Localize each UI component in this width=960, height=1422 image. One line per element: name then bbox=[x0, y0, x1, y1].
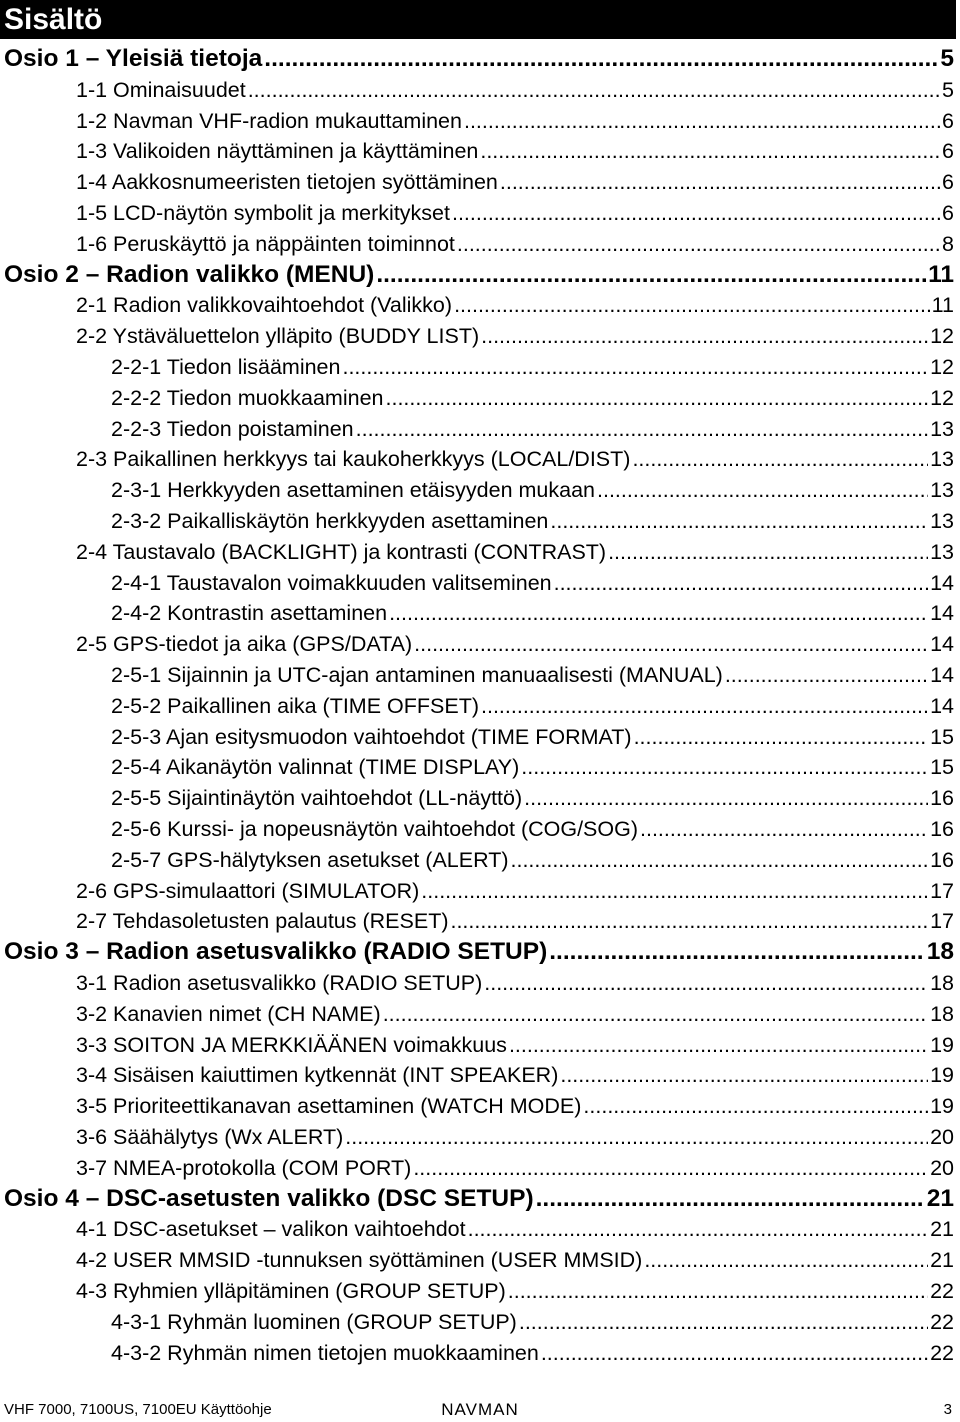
toc-page-number: 5 bbox=[940, 45, 954, 72]
toc-entry-title: 4-3-2 Ryhmän nimen tietojen muokkaaminen bbox=[111, 1340, 539, 1365]
toc-page-number: 14 bbox=[930, 632, 954, 657]
toc-entry[interactable] bbox=[76, 537, 954, 567]
toc-page-number: 15 bbox=[930, 755, 954, 780]
toc-dot-leader bbox=[264, 44, 938, 74]
toc-page-number: 18 bbox=[930, 1001, 954, 1026]
toc-entry[interactable] bbox=[76, 1122, 954, 1152]
toc-page-number: 11 bbox=[931, 293, 954, 318]
toc-subentry[interactable] bbox=[111, 1338, 954, 1368]
toc-entry-title: 1-1 Ominaisuudet bbox=[76, 77, 246, 102]
toc-dot-leader bbox=[583, 1091, 928, 1121]
toc-dot-leader bbox=[511, 845, 929, 875]
toc-dot-leader bbox=[640, 814, 928, 844]
toc-subentry[interactable] bbox=[111, 568, 954, 598]
toc-entry-title: 2-5 GPS-tiedot ja aika (GPS/DATA) bbox=[76, 632, 413, 657]
toc-entry-title: 2-5-4 Aikanäytön valinnat (TIME DISPLAY) bbox=[111, 755, 520, 780]
toc-dot-leader bbox=[376, 260, 926, 290]
toc-page-number: 12 bbox=[930, 324, 954, 349]
toc-entry[interactable] bbox=[76, 229, 954, 259]
toc-page-number: 8 bbox=[942, 231, 954, 256]
toc-page-number: 12 bbox=[930, 355, 954, 379]
toc-section-entry[interactable] bbox=[4, 1184, 954, 1214]
page-title-banner bbox=[0, 0, 956, 39]
toc-entry-title: 4-2 USER MMSID -tunnuksen syöttäminen (USER MMSID) bbox=[76, 1248, 643, 1273]
toc-dot-leader bbox=[500, 167, 940, 197]
toc-page-number: 18 bbox=[926, 938, 954, 966]
toc-entry-title: 1-6 Peruskäyttö ja näppäinten toiminnot bbox=[76, 231, 455, 256]
toc-page-number: 6 bbox=[942, 201, 954, 225]
toc-entry-title: 2-2-2 Tiedon muokkaaminen bbox=[111, 385, 384, 410]
toc-page-number: 14 bbox=[930, 601, 954, 626]
toc-page-number: 6 bbox=[942, 170, 954, 195]
toc-dot-leader bbox=[632, 444, 928, 474]
toc-page-number: 13 bbox=[930, 416, 954, 441]
toc-entry[interactable] bbox=[76, 1245, 954, 1275]
toc-page-number: 6 bbox=[942, 108, 954, 133]
toc-entry-title: 2-5-6 Kurssi- ja nopeusnäytön vaihtoehdot (COG/SOG) bbox=[111, 817, 639, 841]
toc-page-number: 13 bbox=[930, 539, 954, 564]
page-title: Sisältö bbox=[4, 3, 103, 36]
toc-entry[interactable] bbox=[76, 1091, 954, 1121]
toc-entry-title: 2-2-3 Tiedon poistaminen bbox=[111, 416, 354, 441]
toc-dot-leader bbox=[484, 968, 928, 998]
toc-entry[interactable] bbox=[76, 290, 954, 320]
toc-dot-leader bbox=[457, 229, 940, 259]
toc-page-number: 11 bbox=[928, 260, 954, 288]
toc-entry-title: 2-5-5 Sijaintinäytön vaihtoehdot (LL-näyttö) bbox=[111, 786, 523, 811]
toc-page-number: 22 bbox=[930, 1279, 954, 1303]
toc-dot-leader bbox=[345, 1122, 928, 1152]
toc-subentry[interactable] bbox=[111, 475, 954, 505]
toc-entry-title: 2-3 Paikallinen herkkyys tai kaukoherkkyys (LOCAL/DIST) bbox=[76, 447, 631, 472]
page-footer bbox=[0, 1398, 960, 1422]
toc-page-number: 16 bbox=[930, 786, 954, 811]
toc-entry[interactable] bbox=[76, 1276, 954, 1306]
toc-page-number: 5 bbox=[942, 77, 954, 102]
toc-page-number: 17 bbox=[930, 909, 954, 934]
toc-subentry[interactable] bbox=[111, 660, 954, 690]
toc-entry-title: 2-3-2 Paikalliskäytön herkkyyden asettaminen bbox=[111, 509, 549, 533]
toc-entry-title: 3-7 NMEA-protokolla (COM PORT) bbox=[76, 1155, 412, 1180]
toc-page-number: 18 bbox=[930, 971, 954, 995]
toc-page-number: 16 bbox=[930, 817, 954, 841]
toc-subentry[interactable] bbox=[111, 383, 954, 413]
toc-entry-title: 2-7 Tehdasoletusten palautus (RESET) bbox=[76, 909, 449, 934]
toc-entry[interactable] bbox=[76, 167, 954, 197]
toc-entry[interactable] bbox=[76, 1214, 954, 1244]
toc-dot-leader bbox=[554, 568, 928, 598]
toc-dot-leader bbox=[725, 660, 928, 690]
toc-page-number: 13 bbox=[930, 447, 954, 472]
toc-dot-leader bbox=[421, 876, 928, 906]
toc-entry-title: 2-4 Taustavalo (BACKLIGHT) ja kontrasti (CONTRAST) bbox=[76, 539, 607, 564]
toc-dot-leader bbox=[549, 937, 925, 967]
toc-entry-title: 4-3 Ryhmien ylläpitäminen (GROUP SETUP) bbox=[76, 1279, 506, 1303]
toc-entry-title: 3-3 SOITON JA MERKKIÄÄNEN voimakkuus bbox=[76, 1032, 507, 1057]
toc-entry-title: 2-5-3 Ajan esitysmuodon vaihtoehdot (TIME FORMAT) bbox=[111, 724, 632, 749]
toc-entry-title: 4-3-1 Ryhmän luominen (GROUP SETUP) bbox=[111, 1309, 517, 1334]
toc-dot-leader bbox=[248, 75, 940, 105]
toc-dot-leader bbox=[383, 999, 928, 1029]
toc-entry-title: 1-2 Navman VHF-radion mukauttaminen bbox=[76, 108, 462, 133]
toc-dot-leader bbox=[597, 475, 928, 505]
toc-entry-title: 2-1 Radion valikkovaihtoehdot (Valikko) bbox=[76, 293, 453, 318]
toc-entry-title: 3-6 Säähälytys (Wx ALERT) bbox=[76, 1125, 344, 1149]
toc-subentry[interactable] bbox=[111, 814, 954, 844]
toc-entry-title: 1-5 LCD-näytön symbolit ja merkitykset bbox=[76, 201, 450, 225]
toc-dot-leader bbox=[560, 1060, 928, 1090]
toc-dot-leader bbox=[342, 352, 928, 382]
toc-entry[interactable] bbox=[76, 321, 954, 351]
toc-dot-leader bbox=[414, 629, 928, 659]
toc-entry[interactable] bbox=[76, 1153, 954, 1183]
toc-subentry[interactable] bbox=[111, 691, 954, 721]
toc-page-number: 20 bbox=[930, 1155, 954, 1180]
toc-entry-title: 2-5-7 GPS-hälytyksen asetukset (ALERT) bbox=[111, 847, 509, 872]
toc-entry-title: 2-4-2 Kontrastin asettaminen bbox=[111, 601, 388, 626]
toc-page-number: 13 bbox=[930, 509, 954, 533]
toc-entry-title: Osio 3 – Radion asetusvalikko (RADIO SETUP) bbox=[4, 938, 548, 966]
toc-subentry[interactable] bbox=[111, 1307, 954, 1337]
toc-page-number: 6 bbox=[942, 139, 954, 164]
toc-page-number: 20 bbox=[930, 1125, 954, 1149]
toc-dot-leader bbox=[481, 321, 928, 351]
toc-dot-leader bbox=[634, 722, 929, 752]
toc-dot-leader bbox=[464, 106, 940, 136]
toc-dot-leader bbox=[452, 198, 940, 228]
toc-page-number: 14 bbox=[930, 663, 954, 687]
toc-dot-leader bbox=[521, 752, 928, 782]
toc-subentry[interactable] bbox=[111, 506, 954, 536]
toc-section-entry[interactable] bbox=[4, 260, 954, 290]
toc-entry-title: 2-2-1 Tiedon lisääminen bbox=[111, 355, 341, 379]
toc-page-number: 12 bbox=[930, 385, 954, 410]
toc-entry[interactable] bbox=[76, 629, 954, 659]
toc-subentry[interactable] bbox=[111, 414, 954, 444]
page-number: 3 bbox=[943, 1401, 952, 1418]
toc-entry-title: 1-3 Valikoiden näyttäminen ja käyttäminen bbox=[76, 139, 479, 164]
toc-page-number: 22 bbox=[930, 1340, 954, 1365]
toc-entry-title: 4-1 DSC-asetukset – valikon vaihtoehdot bbox=[76, 1217, 466, 1242]
toc-dot-leader bbox=[480, 136, 940, 166]
toc-dot-leader bbox=[389, 598, 928, 628]
toc-page-number: 13 bbox=[930, 478, 954, 503]
toc-entry[interactable] bbox=[76, 75, 954, 105]
toc-subentry[interactable] bbox=[111, 722, 954, 752]
toc-dot-leader bbox=[519, 1307, 928, 1337]
toc-page-number: 19 bbox=[930, 1063, 954, 1088]
toc-page-number: 16 bbox=[930, 847, 954, 872]
toc-page-number: 19 bbox=[930, 1032, 954, 1057]
toc-page-number: 22 bbox=[930, 1309, 954, 1334]
toc-entry-title: 1-4 Aakkosnumeeristen tietojen syöttäminen bbox=[76, 170, 498, 195]
toc-page-number: 21 bbox=[930, 1217, 954, 1242]
toc-section-entry[interactable] bbox=[4, 937, 954, 967]
toc-subentry[interactable] bbox=[111, 352, 954, 382]
toc-subentry[interactable] bbox=[111, 845, 954, 875]
toc-subentry[interactable] bbox=[111, 783, 954, 813]
toc-section-entry[interactable] bbox=[4, 44, 954, 74]
toc-entry[interactable] bbox=[76, 876, 954, 906]
toc-entry-title: 3-2 Kanavien nimet (CH NAME) bbox=[76, 1001, 381, 1026]
toc-subentry[interactable] bbox=[111, 752, 954, 782]
toc-page-number: 14 bbox=[930, 693, 954, 718]
toc-entry-title: 2-5-1 Sijainnin ja UTC-ajan antaminen manuaalisesti (MANUAL) bbox=[111, 663, 723, 687]
toc-dot-leader bbox=[413, 1153, 928, 1183]
toc-page-number: 14 bbox=[930, 570, 954, 595]
toc-dot-leader bbox=[541, 1338, 928, 1368]
toc-page-number: 21 bbox=[930, 1248, 954, 1273]
toc-entry[interactable] bbox=[76, 1030, 954, 1060]
toc-dot-leader bbox=[454, 290, 930, 320]
toc-dot-leader bbox=[644, 1245, 928, 1275]
toc-dot-leader bbox=[508, 1276, 928, 1306]
footer-model-text: VHF 7000, 7100US, 7100EU Käyttöohje bbox=[4, 1401, 272, 1418]
toc-entry[interactable] bbox=[76, 198, 954, 228]
toc-entry[interactable] bbox=[76, 444, 954, 474]
toc-entry-title: 3-1 Radion asetusvalikko (RADIO SETUP) bbox=[76, 971, 483, 995]
toc-page-number: 15 bbox=[930, 724, 954, 749]
toc-dot-leader bbox=[536, 1184, 925, 1214]
toc-dot-leader bbox=[550, 506, 928, 536]
toc-entry-title: Osio 4 – DSC-asetusten valikko (DSC SETUP) bbox=[4, 1184, 534, 1212]
toc-dot-leader bbox=[524, 783, 928, 813]
toc-dot-leader bbox=[386, 383, 929, 413]
toc-page-number: 19 bbox=[930, 1094, 954, 1119]
toc-entry-title: Osio 1 – Yleisiä tietoja bbox=[4, 45, 263, 72]
toc-page-number: 17 bbox=[930, 878, 954, 903]
toc-dot-leader bbox=[468, 1214, 928, 1244]
toc-dot-leader bbox=[481, 691, 928, 721]
toc-dot-leader bbox=[450, 906, 928, 936]
toc-entry[interactable] bbox=[76, 968, 954, 998]
toc-entry-title: Osio 2 – Radion valikko (MENU) bbox=[4, 260, 375, 288]
toc-entry-title: 2-3-1 Herkkyyden asettaminen etäisyyden mukaan bbox=[111, 478, 596, 503]
toc-entry[interactable] bbox=[76, 136, 954, 166]
toc-entry-title: 2-4-1 Taustavalon voimakkuuden valitseminen bbox=[111, 570, 552, 595]
toc-page-number: 21 bbox=[926, 1184, 954, 1212]
toc-entry-title: 2-5-2 Paikallinen aika (TIME OFFSET) bbox=[111, 693, 479, 718]
toc-entry[interactable] bbox=[76, 999, 954, 1029]
toc-entry-title: 2-6 GPS-simulaattori (SIMULATOR) bbox=[76, 878, 420, 903]
toc-dot-leader bbox=[509, 1030, 928, 1060]
toc-entry[interactable] bbox=[76, 1060, 954, 1090]
toc-entry-title: 2-2 Ystäväluettelon ylläpito (BUDDY LIST) bbox=[76, 324, 480, 349]
toc-entry-title: 3-4 Sisäisen kaiuttimen kytkennät (INT SPEAKER) bbox=[76, 1063, 559, 1088]
toc-subentry[interactable] bbox=[111, 598, 954, 628]
toc-dot-leader bbox=[608, 537, 928, 567]
toc-entry[interactable] bbox=[76, 906, 954, 936]
brand-logo: NAVMAN bbox=[441, 1400, 519, 1419]
toc-entry-title: 3-5 Prioriteettikanavan asettaminen (WATCH MODE) bbox=[76, 1094, 582, 1119]
toc-dot-leader bbox=[356, 414, 928, 444]
toc-entry[interactable] bbox=[76, 106, 954, 136]
